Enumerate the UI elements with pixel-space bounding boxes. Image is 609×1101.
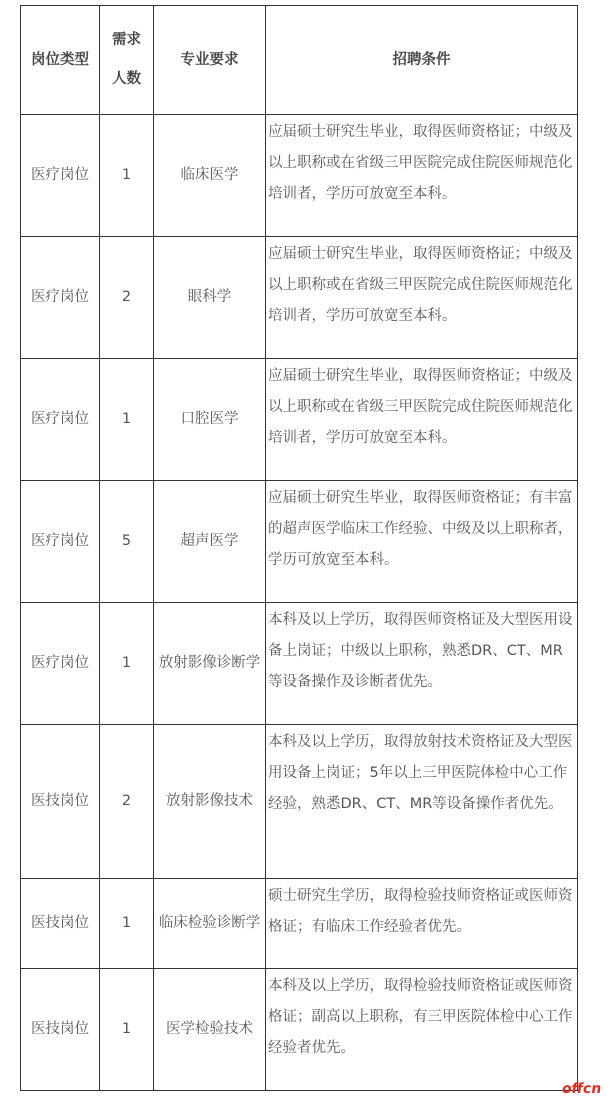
table-row	[21, 481, 578, 603]
cell-conditions: 应届硕士研究生毕业，取得医师资格证；有丰富的超声医学临床工作经验、中级及以上职称者，学历可放宽至本科。	[266, 481, 578, 603]
table-header-row	[21, 6, 578, 115]
cell-major: 放射影像技术	[154, 725, 266, 879]
cell-required-count: 2	[100, 725, 154, 879]
header-required-count	[100, 6, 154, 115]
cell-position-type: 医疗岗位	[21, 237, 100, 359]
cell-position-type: 医技岗位	[21, 725, 100, 879]
header-position-type: 岗位类型	[21, 6, 100, 115]
cell-major: 临床医学	[154, 115, 266, 237]
recruitment-table	[20, 5, 578, 1091]
table-row	[21, 115, 578, 237]
offcn-watermark-logo: offcn	[560, 1081, 603, 1097]
cell-major: 超声医学	[154, 481, 266, 603]
table-row	[21, 237, 578, 359]
cell-conditions: 硕士研究生学历，取得检验技师资格证或医师资格证；有临床工作经验者优先。	[266, 879, 578, 969]
cell-required-count: 1	[100, 603, 154, 725]
cell-conditions: 本科及以上学历，取得医师资格证及大型医用设备上岗证；中级以上职称，熟悉DR、CT、MR等设备操作及诊断者优先。	[266, 603, 578, 725]
cell-conditions: 应届硕士研究生毕业，取得医师资格证；中级及以上职称或在省级三甲医院完成住院医师规范化培训者，学历可放宽至本科。	[266, 237, 578, 359]
cell-position-type: 医疗岗位	[21, 603, 100, 725]
cell-position-type: 医疗岗位	[21, 481, 100, 603]
cell-major: 放射影像诊断学	[154, 603, 266, 725]
table-row	[21, 725, 578, 879]
header-conditions: 招聘条件	[266, 6, 578, 115]
header-required-count-line2: 人数	[112, 71, 141, 87]
header-required-count-line1: 需求	[112, 32, 141, 48]
cell-conditions: 本科及以上学历，取得检验技师资格证或医师资格证；副高以上职称，有三甲医院体检中心工作经验者优先。	[266, 969, 578, 1091]
cell-required-count: 1	[100, 969, 154, 1091]
table-row	[21, 969, 578, 1091]
cell-major: 口腔医学	[154, 359, 266, 481]
cell-required-count: 1	[100, 115, 154, 237]
table-row	[21, 879, 578, 969]
cell-required-count: 2	[100, 237, 154, 359]
cell-required-count: 1	[100, 359, 154, 481]
cell-position-type: 医疗岗位	[21, 359, 100, 481]
cell-major: 临床检验诊断学	[154, 879, 266, 969]
cell-major: 医学检验技术	[154, 969, 266, 1091]
cell-conditions: 应届硕士研究生毕业，取得医师资格证；中级及以上职称或在省级三甲医院完成住院医师规范化培训者，学历可放宽至本科。	[266, 359, 578, 481]
cell-required-count: 5	[100, 481, 154, 603]
table-row	[21, 603, 578, 725]
cell-position-type: 医技岗位	[21, 879, 100, 969]
table-row	[21, 359, 578, 481]
cell-position-type: 医技岗位	[21, 969, 100, 1091]
cell-required-count: 1	[100, 879, 154, 969]
cell-position-type: 医疗岗位	[21, 115, 100, 237]
header-major: 专业要求	[154, 6, 266, 115]
cell-major: 眼科学	[154, 237, 266, 359]
cell-conditions: 应届硕士研究生毕业，取得医师资格证；中级及以上职称或在省级三甲医院完成住院医师规范化培训者，学历可放宽至本科。	[266, 115, 578, 237]
cell-conditions: 本科及以上学历，取得放射技术资格证及大型医用设备上岗证；5年以上三甲医院体检中心工作经验，熟悉DR、CT、MR等设备操作者优先。	[266, 725, 578, 879]
